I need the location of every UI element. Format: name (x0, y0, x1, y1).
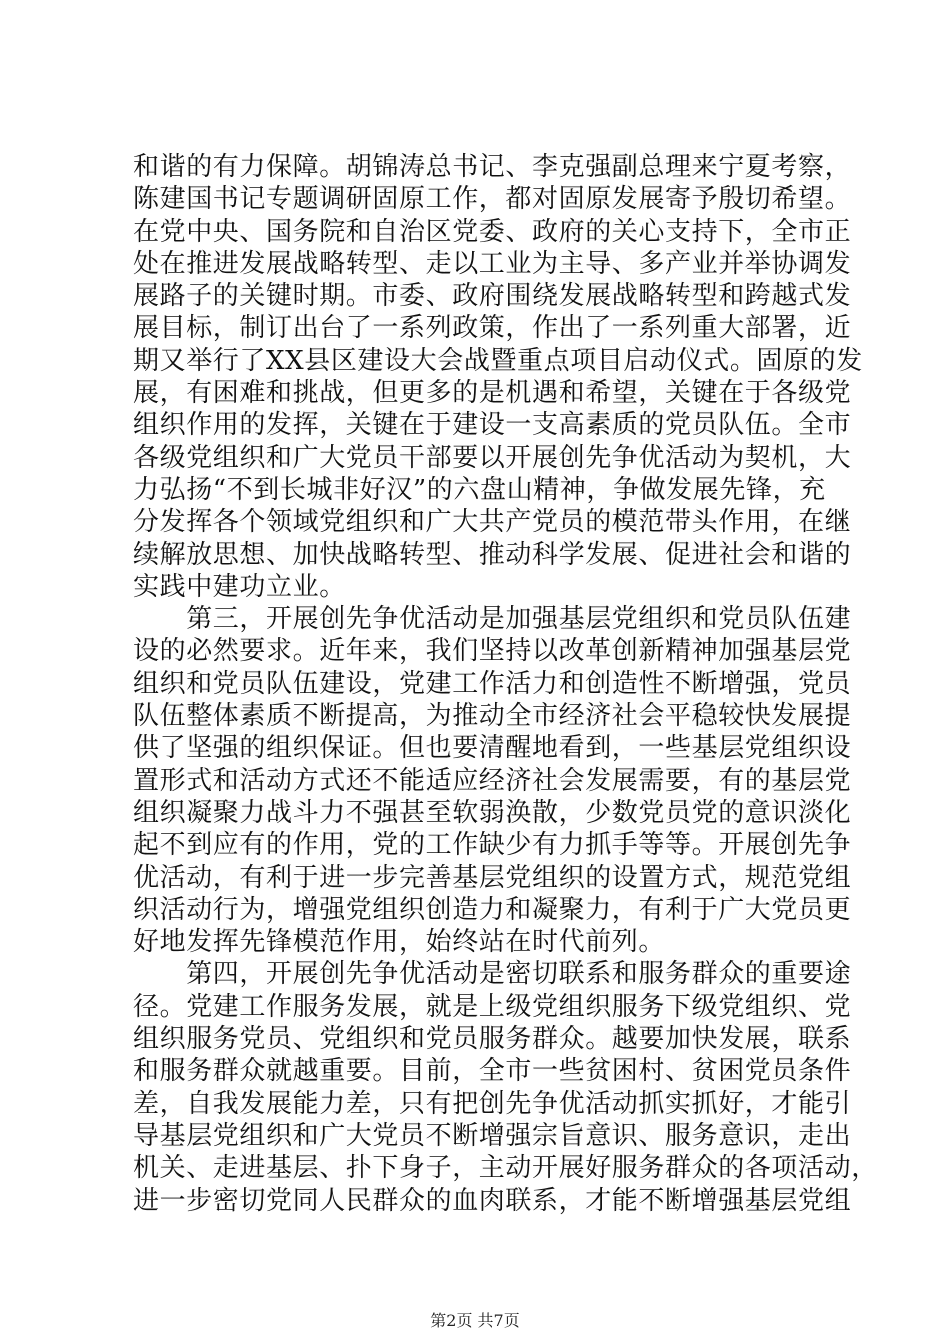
text-line: 置形式和活动方式还不能适应经济社会发展需要，有的基层党 (133, 765, 852, 796)
text-line: 径。党建工作服务发展，就是上级党组织服务下级党组织、党 (133, 991, 852, 1022)
text-line: 分发挥各个领域党组织和广大共产党员的模范带头作用，在继 (133, 507, 852, 538)
text-line: 期又举行了XX县区建设大会战暨重点项目启动仪式。固原的发 (133, 345, 863, 376)
text-line: 设的必然要求。近年来，我们坚持以改革创新精神加强基层党 (133, 636, 852, 667)
text-line: 组织和党员队伍建设，党建工作活力和创造性不断增强，党员 (133, 668, 852, 699)
text-line: 续解放思想、加快战略转型、推动科学发展、促进社会和谐的 (133, 539, 852, 570)
text-line: 和服务群众就越重要。目前，全市一些贫困村、贫困党员条件 (133, 1056, 852, 1087)
page-footer: 第2页 共7页 (430, 1311, 520, 1330)
text-line: 第四，开展创先争优活动是密切联系和服务群众的重要途 (133, 959, 852, 990)
text-line: 优活动，有利于进一步完善基层党组织的设置方式，规范党组 (133, 862, 852, 893)
text-line: 展目标，制订出台了一系列政策，作出了一系列重大部署，近 (133, 313, 852, 344)
text-line: 实践中建功立业。 (133, 571, 346, 602)
text-line: 陈建国书记专题调研固原工作，都对固原发展寄予殷切希望。 (133, 184, 852, 215)
text-line: 进一步密切党同人民群众的血肉联系，才能不断增强基层党组 (133, 1185, 852, 1216)
text-line: 导基层党组织和广大党员不断增强宗旨意识、服务意识，走出 (133, 1120, 852, 1151)
text-line: 展路子的关键时期。市委、政府围绕发展战略转型和跨越式发 (133, 281, 852, 312)
document-body (133, 151, 878, 1217)
text-line: 各级党组织和广大党员干部要以开展创先争优活动为契机，大 (133, 442, 852, 473)
text-line: 组织作用的发挥，关键在于建设一支高素质的党员队伍。全市 (133, 410, 852, 441)
text-line: 队伍整体素质不断提高，为推动全市经济社会平稳较快发展提 (133, 701, 852, 732)
text-line: 起不到应有的作用，党的工作缺少有力抓手等等。开展创先争 (133, 830, 852, 861)
text-line: 组织服务党员、党组织和党员服务群众。越要加快发展，联系 (133, 1024, 852, 1055)
text-line: 和谐的有力保障。胡锦涛总书记、李克强副总理来宁夏考察， (133, 152, 852, 182)
text-line: 第三，开展创先争优活动是加强基层党组织和党员队伍建 (133, 604, 852, 635)
text-line: 机关、走进基层、扑下身子，主动开展好服务群众的各项活动， (133, 1153, 878, 1184)
text-line: 在党中央、国务院和自治区党委、政府的关心支持下，全市正 (133, 216, 852, 247)
text-line: 处在推进发展战略转型、走以工业为主导、多产业并举协调发 (133, 248, 852, 279)
text-line: 好地发挥先锋模范作用，始终站在时代前列。 (133, 927, 666, 958)
text-line: 供了坚强的组织保证。但也要清醒地看到，一些基层党组织设 (133, 733, 852, 764)
text-line: 组织凝聚力战斗力不强甚至软弱涣散，少数党员党的意识淡化 (133, 797, 852, 828)
text-line: 力弘扬“不到长城非好汉”的六盘山精神，争做发展先锋，充 (133, 474, 826, 505)
text-line: 差，自我发展能力差，只有把创先争优活动抓实抓好，才能引 (133, 1088, 852, 1119)
text-line: 织活动行为，增强党组织创造力和凝聚力，有利于广大党员更 (133, 894, 852, 925)
text-line: 展，有困难和挑战，但更多的是机遇和希望，关键在于各级党 (133, 378, 852, 409)
